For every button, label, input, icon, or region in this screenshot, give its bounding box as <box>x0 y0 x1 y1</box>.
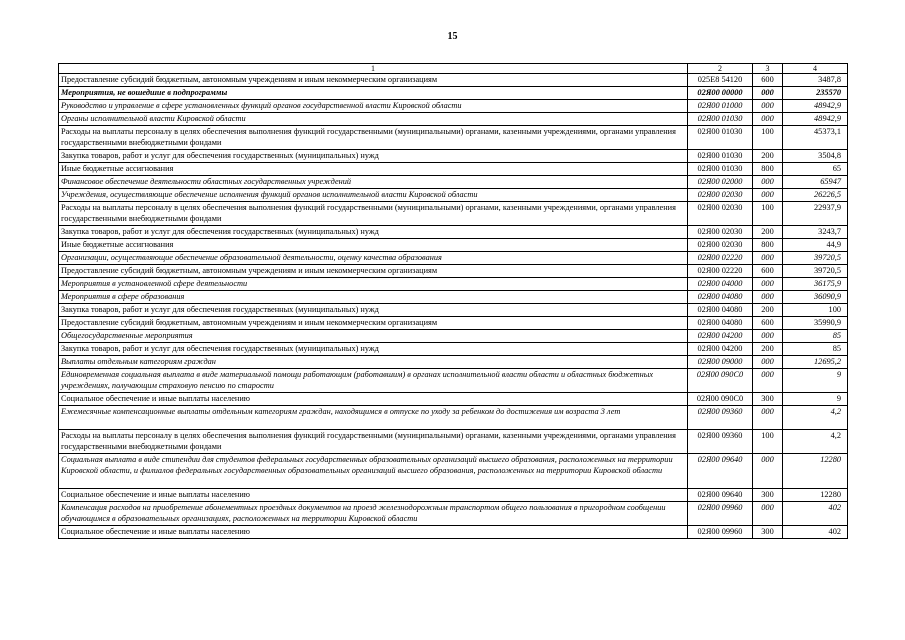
row-name-cell: Выплаты отдельным категориям граждан <box>59 356 688 369</box>
table-row <box>59 406 848 430</box>
row-code-cell: 02Я00 00000 <box>688 87 753 100</box>
row-code-cell: 02Я00 02030 <box>688 239 753 252</box>
row-type-cell: 200 <box>753 343 783 356</box>
table-row <box>59 317 848 330</box>
row-name-cell: Мероприятия в установленной сфере деятельности <box>59 278 688 291</box>
row-code-cell: 02Я00 04200 <box>688 343 753 356</box>
row-name-cell: Единовременная социальная выплата в виде материальной помощи работающим (работавшим) в органах исполнительной власти области и областных бюджетных учреждениях, получающим страховую пенсию по старости <box>59 369 688 393</box>
table-row <box>59 265 848 278</box>
table-row <box>59 163 848 176</box>
row-code-cell: 02Я00 01000 <box>688 100 753 113</box>
budget-table <box>58 63 848 539</box>
table-row <box>59 202 848 226</box>
row-amount-cell: 3504,8 <box>783 150 848 163</box>
row-amount-cell: 12280 <box>783 454 848 489</box>
table-row <box>59 489 848 502</box>
row-type-cell: 000 <box>753 278 783 291</box>
table-row <box>59 176 848 189</box>
table-row <box>59 126 848 150</box>
row-code-cell: 02Я00 01030 <box>688 113 753 126</box>
table-row <box>59 291 848 304</box>
row-type-cell: 600 <box>753 74 783 87</box>
row-type-cell: 000 <box>753 406 783 430</box>
row-amount-cell: 9 <box>783 393 848 406</box>
row-name-cell: Социальное обеспечение и иные выплаты населению <box>59 526 688 539</box>
table-row <box>59 278 848 291</box>
table-row <box>59 393 848 406</box>
row-amount-cell: 35990,9 <box>783 317 848 330</box>
row-code-cell: 02Я00 09960 <box>688 526 753 539</box>
row-code-cell: 02Я00 090С0 <box>688 393 753 406</box>
header-col-3: 3 <box>753 64 783 74</box>
row-type-cell: 000 <box>753 176 783 189</box>
row-type-cell: 000 <box>753 502 783 526</box>
row-amount-cell: 85 <box>783 330 848 343</box>
row-name-cell: Мероприятия в сфере образования <box>59 291 688 304</box>
row-code-cell: 02Я00 09640 <box>688 454 753 489</box>
row-code-cell: 02Я00 01030 <box>688 163 753 176</box>
row-name-cell: Мероприятия, не вошедшие в подпрограммы <box>59 87 688 100</box>
row-type-cell: 200 <box>753 304 783 317</box>
table-row <box>59 189 848 202</box>
row-code-cell: 02Я00 01030 <box>688 150 753 163</box>
row-type-cell: 600 <box>753 265 783 278</box>
row-code-cell: 025E8 54120 <box>688 74 753 87</box>
row-name-cell: Закупка товаров, работ и услуг для обеспечения государственных (муниципальных) нужд <box>59 226 688 239</box>
row-name-cell: Иные бюджетные ассигнования <box>59 239 688 252</box>
row-code-cell: 02Я00 02030 <box>688 189 753 202</box>
row-code-cell: 02Я00 09960 <box>688 502 753 526</box>
row-name-cell: Социальная выплата в виде стипендии для студентов федеральных государственных образовательных организаций высшего образования, расположенных на территории Кировской области, и филиалов федеральных государственных образовательных организаций высшего образования, расположенных на территории Кировской области <box>59 454 688 489</box>
row-amount-cell: 12280 <box>783 489 848 502</box>
table-row <box>59 330 848 343</box>
row-type-cell: 000 <box>753 189 783 202</box>
table-row <box>59 100 848 113</box>
row-name-cell: Компенсация расходов на приобретение абонементных проездных документов на проезд железнодорожным транспортом общего пользования в пригородном сообщении обучающимся в образовательных организациях, расположенных на территории Кировской области <box>59 502 688 526</box>
row-amount-cell: 39720,5 <box>783 252 848 265</box>
row-type-cell: 300 <box>753 489 783 502</box>
row-code-cell: 02Я00 04080 <box>688 317 753 330</box>
table-row <box>59 74 848 87</box>
row-code-cell: 02Я00 02220 <box>688 265 753 278</box>
row-code-cell: 02Я00 02030 <box>688 202 753 226</box>
row-name-cell: Расходы на выплаты персоналу в целях обеспечения выполнения функций государственными (муниципальными) органами, казенными учреждениями, органами управления государственными внебюджетными фондами <box>59 202 688 226</box>
table-row <box>59 343 848 356</box>
row-name-cell: Расходы на выплаты персоналу в целях обеспечения выполнения функций государственными (муниципальными) органами, казенными учреждениями, органами управления государственными внебюджетными фондами <box>59 430 688 454</box>
row-amount-cell: 235570 <box>783 87 848 100</box>
row-name-cell: Руководство и управление в сфере установленных функций органов государственной власти Кировской области <box>59 100 688 113</box>
row-name-cell: Закупка товаров, работ и услуг для обеспечения государственных (муниципальных) нужд <box>59 304 688 317</box>
row-type-cell: 800 <box>753 239 783 252</box>
row-amount-cell: 65947 <box>783 176 848 189</box>
row-name-cell: Организации, осуществляющие обеспечение образовательной деятельности, оценку качества образования <box>59 252 688 265</box>
row-type-cell: 000 <box>753 87 783 100</box>
row-name-cell: Закупка товаров, работ и услуг для обеспечения государственных (муниципальных) нужд <box>59 150 688 163</box>
row-type-cell: 200 <box>753 226 783 239</box>
header-col-1: 1 <box>59 64 688 74</box>
row-amount-cell: 402 <box>783 526 848 539</box>
row-name-cell: Ежемесячные компенсационные выплаты отдельным категориям граждан, находящимся в отпуске по уходу за ребенком до достижения им возраста 3 лет <box>59 406 688 430</box>
row-code-cell: 02Я00 04200 <box>688 330 753 343</box>
row-code-cell: 02Я00 04080 <box>688 304 753 317</box>
row-type-cell: 000 <box>753 330 783 343</box>
row-amount-cell: 39720,5 <box>783 265 848 278</box>
table-row <box>59 454 848 489</box>
row-amount-cell: 65 <box>783 163 848 176</box>
table-row <box>59 87 848 100</box>
row-type-cell: 300 <box>753 526 783 539</box>
row-amount-cell: 9 <box>783 369 848 393</box>
row-type-cell: 100 <box>753 430 783 454</box>
row-code-cell: 02Я00 09640 <box>688 489 753 502</box>
row-type-cell: 100 <box>753 202 783 226</box>
row-type-cell: 800 <box>753 163 783 176</box>
row-amount-cell: 36175,9 <box>783 278 848 291</box>
row-code-cell: 02Я00 09360 <box>688 406 753 430</box>
table-row <box>59 430 848 454</box>
row-name-cell: Закупка товаров, работ и услуг для обеспечения государственных (муниципальных) нужд <box>59 343 688 356</box>
row-name-cell: Финансовое обеспечение деятельности областных государственных учреждений <box>59 176 688 189</box>
row-amount-cell: 4,2 <box>783 430 848 454</box>
row-code-cell: 02Я00 09360 <box>688 430 753 454</box>
row-amount-cell: 402 <box>783 502 848 526</box>
row-type-cell: 200 <box>753 150 783 163</box>
row-type-cell: 000 <box>753 113 783 126</box>
row-amount-cell: 12695,2 <box>783 356 848 369</box>
row-amount-cell: 48942,9 <box>783 100 848 113</box>
table-row <box>59 304 848 317</box>
table-row <box>59 226 848 239</box>
header-col-4: 4 <box>783 64 848 74</box>
row-code-cell: 02Я00 01030 <box>688 126 753 150</box>
row-name-cell: Расходы на выплаты персоналу в целях обеспечения выполнения функций государственными (муниципальными) органами, казенными учреждениями, органами управления государственными внебюджетными фондами <box>59 126 688 150</box>
table-header-row <box>59 64 848 74</box>
row-name-cell: Социальное обеспечение и иные выплаты населению <box>59 393 688 406</box>
row-type-cell: 300 <box>753 393 783 406</box>
row-code-cell: 02Я00 090С0 <box>688 369 753 393</box>
row-type-cell: 000 <box>753 252 783 265</box>
row-name-cell: Органы исполнительной власти Кировской области <box>59 113 688 126</box>
row-type-cell: 600 <box>753 317 783 330</box>
row-amount-cell: 3487,8 <box>783 74 848 87</box>
table-row <box>59 356 848 369</box>
row-type-cell: 000 <box>753 356 783 369</box>
row-name-cell: Учреждения, осуществляющие обеспечение исполнения функций органов исполнительной власти Кировской области <box>59 189 688 202</box>
row-amount-cell: 22937,9 <box>783 202 848 226</box>
row-name-cell: Предоставление субсидий бюджетным, автономным учреждениям и иным некоммерческим организациям <box>59 74 688 87</box>
row-code-cell: 02Я00 02030 <box>688 226 753 239</box>
row-name-cell: Иные бюджетные ассигнования <box>59 163 688 176</box>
row-code-cell: 02Я00 04000 <box>688 278 753 291</box>
row-code-cell: 02Я00 02000 <box>688 176 753 189</box>
row-code-cell: 02Я00 04080 <box>688 291 753 304</box>
row-amount-cell: 36090,9 <box>783 291 848 304</box>
row-code-cell: 02Я00 09000 <box>688 356 753 369</box>
row-amount-cell: 3243,7 <box>783 226 848 239</box>
table-row <box>59 369 848 393</box>
row-amount-cell: 44,9 <box>783 239 848 252</box>
row-amount-cell: 48942,9 <box>783 113 848 126</box>
table-row <box>59 150 848 163</box>
row-code-cell: 02Я00 02220 <box>688 252 753 265</box>
row-type-cell: 000 <box>753 369 783 393</box>
row-name-cell: Предоставление субсидий бюджетным, автономным учреждениям и иным некоммерческим организациям <box>59 317 688 330</box>
row-amount-cell: 100 <box>783 304 848 317</box>
row-type-cell: 000 <box>753 100 783 113</box>
row-name-cell: Общегосударственные мероприятия <box>59 330 688 343</box>
row-amount-cell: 45373,1 <box>783 126 848 150</box>
page-number: 15 <box>447 31 458 42</box>
row-name-cell: Социальное обеспечение и иные выплаты населению <box>59 489 688 502</box>
row-amount-cell: 85 <box>783 343 848 356</box>
row-type-cell: 000 <box>753 291 783 304</box>
row-type-cell: 000 <box>753 454 783 489</box>
header-col-2: 2 <box>688 64 753 74</box>
table-row <box>59 502 848 526</box>
row-name-cell: Предоставление субсидий бюджетным, автономным учреждениям и иным некоммерческим организациям <box>59 265 688 278</box>
row-amount-cell: 26226,5 <box>783 189 848 202</box>
table-row <box>59 239 848 252</box>
table-row <box>59 526 848 539</box>
row-type-cell: 100 <box>753 126 783 150</box>
table-row <box>59 252 848 265</box>
table-row <box>59 113 848 126</box>
row-amount-cell: 4,2 <box>783 406 848 430</box>
